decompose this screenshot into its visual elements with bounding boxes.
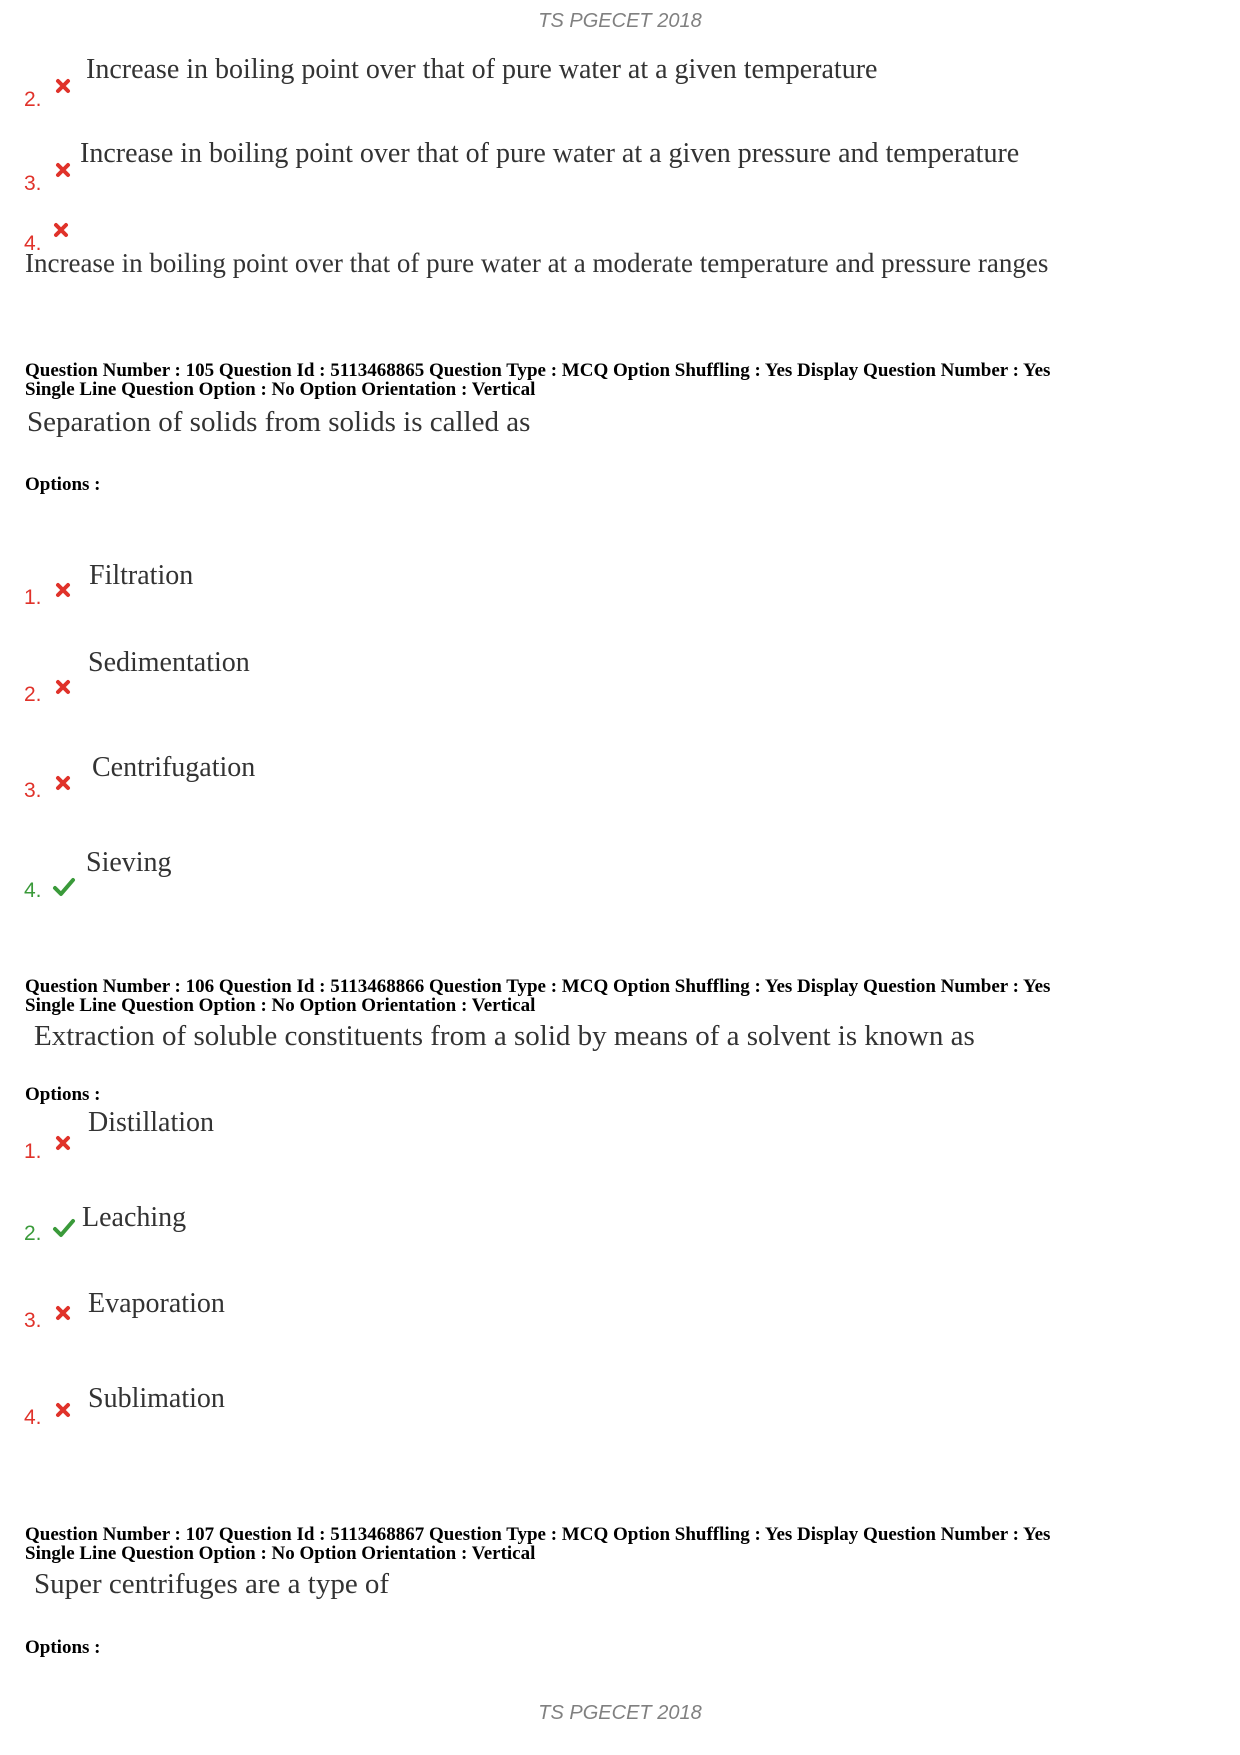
options-label: Options :	[25, 1084, 101, 1105]
option-text: Increase in boiling point over that of pure water at a moderate temperature and pressure ranges	[25, 248, 1049, 278]
question-text: Extraction of soluble constituents from a solid by means of a solvent is known as	[34, 1020, 975, 1052]
option-text: Sublimation	[88, 1383, 225, 1414]
question-meta-line2: Single Line Question Option : No Option Orientation : Vertical	[25, 995, 536, 1016]
cross-icon	[55, 775, 71, 791]
page-header: TS PGECET 2018	[538, 10, 702, 32]
option-text: Evaporation	[88, 1288, 225, 1319]
cross-icon	[55, 162, 71, 178]
option-text: Sieving	[86, 847, 172, 878]
option-number: 4.	[24, 879, 42, 902]
option-text: Sedimentation	[88, 647, 250, 678]
option-number: 4.	[24, 1406, 42, 1429]
option-number: 4.	[24, 232, 42, 255]
cross-icon	[53, 222, 69, 238]
option-text: Distillation	[88, 1107, 214, 1138]
option-number: 2.	[24, 88, 42, 111]
page-footer: TS PGECET 2018	[538, 1702, 702, 1724]
option-text: Increase in boiling point over that of pure water at a given temperature	[86, 54, 878, 85]
question-meta-line1: Question Number : 107 Question Id : 5113468867 Question Type : MCQ Option Shuffling : Yes Display Question Number : Yes	[25, 1524, 1051, 1545]
question-meta-line1: Question Number : 106 Question Id : 5113468866 Question Type : MCQ Option Shuffling : Yes Display Question Number : Yes	[25, 976, 1051, 997]
cross-icon	[55, 1135, 71, 1151]
option-text: Leaching	[82, 1202, 187, 1233]
question-meta-line2: Single Line Question Option : No Option Orientation : Vertical	[25, 1543, 536, 1564]
cross-icon	[55, 679, 71, 695]
options-label: Options :	[25, 1637, 101, 1658]
option-text: Increase in boiling point over that of pure water at a given pressure and temperature	[80, 138, 1020, 169]
option-text: Filtration	[89, 560, 194, 591]
option-number: 3.	[24, 1309, 42, 1332]
option-number: 1.	[24, 586, 42, 609]
option-number: 2.	[24, 1222, 42, 1245]
question-meta-line1: Question Number : 105 Question Id : 5113468865 Question Type : MCQ Option Shuffling : Yes Display Question Number : Yes	[25, 360, 1051, 381]
cross-icon	[55, 582, 71, 598]
cross-icon	[55, 1305, 71, 1321]
cross-icon	[55, 1402, 71, 1418]
question-meta-line2: Single Line Question Option : No Option Orientation : Vertical	[25, 379, 536, 400]
check-icon	[52, 877, 76, 897]
options-label: Options :	[25, 474, 101, 495]
check-icon	[52, 1218, 76, 1238]
question-text: Super centrifuges are a type of	[34, 1568, 390, 1600]
question-text: Separation of solids from solids is called as	[27, 406, 531, 438]
option-number: 3.	[24, 172, 42, 195]
cross-icon	[55, 78, 71, 94]
option-number: 3.	[24, 779, 42, 802]
option-text: Centrifugation	[92, 752, 256, 783]
option-number: 2.	[24, 683, 42, 706]
option-number: 1.	[24, 1140, 42, 1163]
